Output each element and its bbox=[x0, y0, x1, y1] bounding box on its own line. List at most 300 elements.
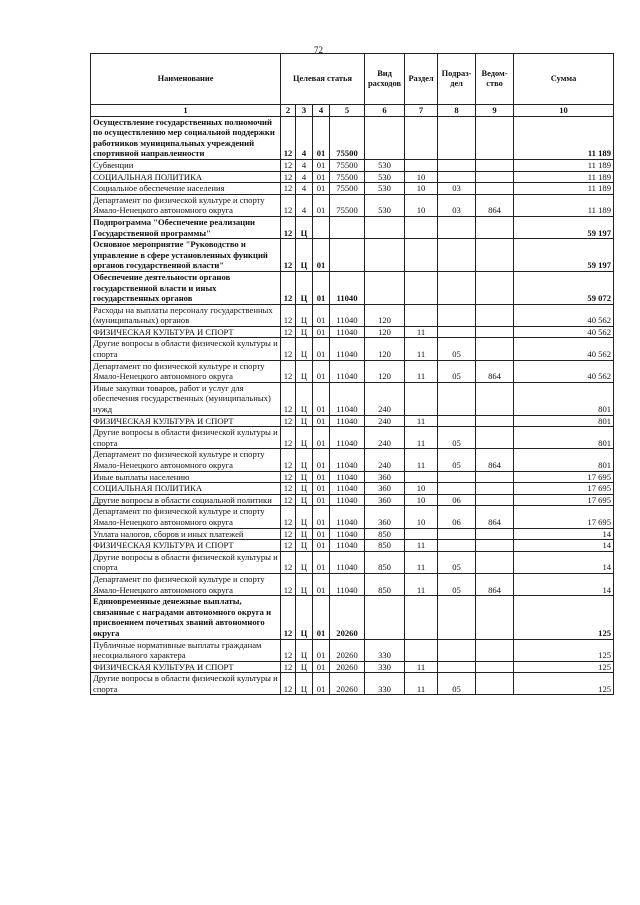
row-section: 11 bbox=[405, 338, 438, 360]
row-subsection bbox=[438, 540, 476, 552]
row-code-direction: 11040 bbox=[330, 415, 365, 427]
row-code-program: 12 bbox=[281, 194, 296, 216]
row-code-direction: 75500 bbox=[330, 194, 365, 216]
row-expense-type bbox=[365, 116, 405, 159]
row-code-program: 12 bbox=[281, 183, 296, 195]
table-row bbox=[91, 271, 614, 304]
row-subsection bbox=[438, 304, 476, 326]
row-code-subprogram: Ц bbox=[296, 673, 313, 695]
row-section bbox=[405, 159, 438, 171]
row-code-program: 12 bbox=[281, 216, 296, 238]
row-name: Единовременные денежные выплаты, связанные с наградами автономного округа и присвоением почетных званий автономного округа bbox=[91, 596, 281, 639]
row-sum: 14 bbox=[514, 540, 614, 552]
row-code-program: 12 bbox=[281, 528, 296, 540]
row-code-event: 01 bbox=[313, 159, 330, 171]
row-code-subprogram: 4 bbox=[296, 116, 313, 159]
row-code-direction: 11040 bbox=[330, 360, 365, 382]
row-sum: 17 695 bbox=[514, 494, 614, 506]
row-code-direction: 11040 bbox=[330, 271, 365, 304]
header-expense-type: Вид расходов bbox=[365, 54, 405, 105]
row-department bbox=[476, 116, 514, 159]
row-sum: 59 197 bbox=[514, 216, 614, 238]
column-number: 2 bbox=[281, 105, 296, 117]
row-code-event: 01 bbox=[313, 239, 330, 272]
row-name: Иные закупки товаров, работ и услуг для обеспечения государственных (муниципальных) нужд bbox=[91, 382, 281, 415]
row-name: Обеспечение деятельности органов государственной власти и иных государственных органов bbox=[91, 271, 281, 304]
row-expense-type bbox=[365, 271, 405, 304]
row-expense-type: 240 bbox=[365, 415, 405, 427]
row-subsection bbox=[438, 639, 476, 661]
table-row bbox=[91, 360, 614, 382]
row-code-direction: 20260 bbox=[330, 596, 365, 639]
row-code-event: 01 bbox=[313, 427, 330, 449]
row-department bbox=[476, 471, 514, 483]
row-name: Иные выплаты населению bbox=[91, 471, 281, 483]
row-subsection bbox=[438, 171, 476, 183]
row-section: 10 bbox=[405, 171, 438, 183]
row-section: 11 bbox=[405, 540, 438, 552]
row-sum: 11 189 bbox=[514, 159, 614, 171]
row-code-direction: 11040 bbox=[330, 551, 365, 573]
row-department bbox=[476, 171, 514, 183]
row-expense-type: 530 bbox=[365, 194, 405, 216]
row-code-subprogram: Ц bbox=[296, 239, 313, 272]
row-code-program: 12 bbox=[281, 360, 296, 382]
row-code-event: 01 bbox=[313, 471, 330, 483]
row-subsection: 05 bbox=[438, 449, 476, 471]
header-department: Ведом-ство bbox=[476, 54, 514, 105]
column-number: 8 bbox=[438, 105, 476, 117]
row-code-subprogram: Ц bbox=[296, 326, 313, 338]
row-name: Публичные нормативные выплаты гражданам несоциального характера bbox=[91, 639, 281, 661]
row-subsection bbox=[438, 415, 476, 427]
row-subsection bbox=[438, 116, 476, 159]
row-expense-type: 360 bbox=[365, 483, 405, 495]
row-section: 11 bbox=[405, 573, 438, 595]
row-code-direction: 11040 bbox=[330, 304, 365, 326]
row-code-program: 12 bbox=[281, 304, 296, 326]
row-code-direction: 11040 bbox=[330, 494, 365, 506]
row-department bbox=[476, 639, 514, 661]
row-sum: 11 189 bbox=[514, 183, 614, 195]
table-row bbox=[91, 216, 614, 238]
row-code-direction: 11040 bbox=[330, 471, 365, 483]
row-section: 11 bbox=[405, 673, 438, 695]
row-code-event: 01 bbox=[313, 596, 330, 639]
table-row bbox=[91, 304, 614, 326]
budget-table-container bbox=[90, 53, 613, 695]
row-name: Основное мероприятие "Руководство и управление в сфере установленных функций органов государственной власти" bbox=[91, 239, 281, 272]
row-code-event: 01 bbox=[313, 551, 330, 573]
row-code-event: 01 bbox=[313, 304, 330, 326]
row-code-event: 01 bbox=[313, 194, 330, 216]
row-sum: 11 189 bbox=[514, 171, 614, 183]
row-section: 11 bbox=[405, 427, 438, 449]
row-code-direction: 11040 bbox=[330, 326, 365, 338]
table-row bbox=[91, 673, 614, 695]
table-row bbox=[91, 427, 614, 449]
row-department bbox=[476, 551, 514, 573]
row-subsection bbox=[438, 483, 476, 495]
row-code-event bbox=[313, 216, 330, 238]
row-sum: 801 bbox=[514, 382, 614, 415]
row-code-subprogram: Ц bbox=[296, 415, 313, 427]
row-code-direction: 75500 bbox=[330, 183, 365, 195]
row-code-subprogram: Ц bbox=[296, 360, 313, 382]
column-number-row bbox=[91, 105, 614, 117]
header-name: Наименование bbox=[91, 54, 281, 105]
row-code-event: 01 bbox=[313, 449, 330, 471]
row-code-direction: 11040 bbox=[330, 573, 365, 595]
row-department: 864 bbox=[476, 506, 514, 528]
row-code-subprogram: 4 bbox=[296, 159, 313, 171]
table-row bbox=[91, 528, 614, 540]
row-code-direction: 11040 bbox=[330, 427, 365, 449]
row-section: 10 bbox=[405, 494, 438, 506]
row-sum: 125 bbox=[514, 661, 614, 673]
row-department bbox=[476, 304, 514, 326]
row-name: Другие вопросы в области физической культуры и спорта bbox=[91, 338, 281, 360]
table-row bbox=[91, 551, 614, 573]
table-row bbox=[91, 573, 614, 595]
row-sum: 17 695 bbox=[514, 483, 614, 495]
header-section: Раздел bbox=[405, 54, 438, 105]
row-section: 10 bbox=[405, 483, 438, 495]
row-code-subprogram: Ц bbox=[296, 639, 313, 661]
row-department bbox=[476, 540, 514, 552]
row-code-event: 01 bbox=[313, 661, 330, 673]
row-expense-type: 240 bbox=[365, 382, 405, 415]
row-code-event: 01 bbox=[313, 528, 330, 540]
table-row bbox=[91, 171, 614, 183]
row-code-program: 12 bbox=[281, 415, 296, 427]
column-number: 9 bbox=[476, 105, 514, 117]
row-name: ФИЗИЧЕСКАЯ КУЛЬТУРА И СПОРТ bbox=[91, 326, 281, 338]
row-subsection bbox=[438, 661, 476, 673]
row-code-subprogram: Ц bbox=[296, 494, 313, 506]
row-subsection: 05 bbox=[438, 573, 476, 595]
row-section: 10 bbox=[405, 506, 438, 528]
row-expense-type: 120 bbox=[365, 338, 405, 360]
row-subsection: 05 bbox=[438, 551, 476, 573]
table-row bbox=[91, 159, 614, 171]
row-name: Другие вопросы в области социальной политики bbox=[91, 494, 281, 506]
row-section: 11 bbox=[405, 551, 438, 573]
row-code-event: 01 bbox=[313, 360, 330, 382]
row-expense-type bbox=[365, 596, 405, 639]
table-row bbox=[91, 639, 614, 661]
row-department bbox=[476, 427, 514, 449]
row-sum: 59 072 bbox=[514, 271, 614, 304]
row-section: 11 bbox=[405, 661, 438, 673]
table-row bbox=[91, 661, 614, 673]
row-department bbox=[476, 159, 514, 171]
row-code-subprogram: Ц bbox=[296, 596, 313, 639]
row-expense-type: 530 bbox=[365, 183, 405, 195]
row-code-program: 12 bbox=[281, 540, 296, 552]
row-code-program: 12 bbox=[281, 639, 296, 661]
column-number: 7 bbox=[405, 105, 438, 117]
header-sum: Сумма bbox=[514, 54, 614, 105]
table-row bbox=[91, 540, 614, 552]
row-expense-type: 850 bbox=[365, 540, 405, 552]
row-sum: 14 bbox=[514, 573, 614, 595]
row-subsection: 05 bbox=[438, 673, 476, 695]
row-code-subprogram: Ц bbox=[296, 528, 313, 540]
row-name: ФИЗИЧЕСКАЯ КУЛЬТУРА И СПОРТ bbox=[91, 661, 281, 673]
row-code-program: 12 bbox=[281, 427, 296, 449]
row-code-direction: 11040 bbox=[330, 528, 365, 540]
row-code-program: 12 bbox=[281, 271, 296, 304]
row-code-subprogram: Ц bbox=[296, 271, 313, 304]
header-subsection: Подраз-дел bbox=[438, 54, 476, 105]
row-code-program: 12 bbox=[281, 159, 296, 171]
row-code-program: 12 bbox=[281, 494, 296, 506]
row-code-subprogram: Ц bbox=[296, 661, 313, 673]
table-row bbox=[91, 449, 614, 471]
column-number: 5 bbox=[330, 105, 365, 117]
row-expense-type: 360 bbox=[365, 494, 405, 506]
row-code-direction: 11040 bbox=[330, 483, 365, 495]
row-section bbox=[405, 528, 438, 540]
row-section bbox=[405, 239, 438, 272]
row-expense-type: 330 bbox=[365, 673, 405, 695]
row-sum: 11 189 bbox=[514, 116, 614, 159]
row-code-event: 01 bbox=[313, 483, 330, 495]
row-code-subprogram: Ц bbox=[296, 483, 313, 495]
row-department bbox=[476, 216, 514, 238]
table-row bbox=[91, 194, 614, 216]
row-expense-type: 530 bbox=[365, 171, 405, 183]
row-expense-type: 240 bbox=[365, 427, 405, 449]
row-name: СОЦИАЛЬНАЯ ПОЛИТИКА bbox=[91, 483, 281, 495]
column-number: 1 bbox=[91, 105, 281, 117]
row-code-subprogram: Ц bbox=[296, 573, 313, 595]
row-department bbox=[476, 483, 514, 495]
row-name: Уплата налогов, сборов и иных платежей bbox=[91, 528, 281, 540]
row-code-subprogram: Ц bbox=[296, 449, 313, 471]
row-subsection: 05 bbox=[438, 360, 476, 382]
row-code-event: 01 bbox=[313, 506, 330, 528]
column-number: 3 bbox=[296, 105, 313, 117]
row-sum: 801 bbox=[514, 427, 614, 449]
row-code-direction: 75500 bbox=[330, 171, 365, 183]
row-expense-type: 850 bbox=[365, 551, 405, 573]
row-subsection bbox=[438, 159, 476, 171]
row-code-program: 12 bbox=[281, 116, 296, 159]
header-row bbox=[91, 54, 614, 105]
table-row bbox=[91, 471, 614, 483]
row-code-program: 12 bbox=[281, 573, 296, 595]
row-expense-type: 850 bbox=[365, 528, 405, 540]
table-row bbox=[91, 116, 614, 159]
row-code-event: 01 bbox=[313, 183, 330, 195]
table-row bbox=[91, 326, 614, 338]
row-code-subprogram: Ц bbox=[296, 506, 313, 528]
row-section bbox=[405, 382, 438, 415]
row-code-program: 12 bbox=[281, 506, 296, 528]
row-code-program: 12 bbox=[281, 338, 296, 360]
row-code-program: 12 bbox=[281, 661, 296, 673]
row-name: Осуществление государственных полномочий по осуществлению мер социальной поддержки работников муниципальных учреждений спортивной направленности bbox=[91, 116, 281, 159]
row-code-direction: 11040 bbox=[330, 506, 365, 528]
row-department bbox=[476, 239, 514, 272]
row-sum: 801 bbox=[514, 415, 614, 427]
row-code-subprogram: Ц bbox=[296, 427, 313, 449]
row-code-event: 01 bbox=[313, 540, 330, 552]
row-expense-type: 120 bbox=[365, 304, 405, 326]
row-name: Другие вопросы в области физической культуры и спорта bbox=[91, 551, 281, 573]
row-code-subprogram: 4 bbox=[296, 194, 313, 216]
row-subsection bbox=[438, 326, 476, 338]
row-code-subprogram: Ц bbox=[296, 540, 313, 552]
row-code-event: 01 bbox=[313, 338, 330, 360]
row-expense-type: 360 bbox=[365, 506, 405, 528]
row-name: Департамент по физической культуре и спорту Ямало-Ненецкого автономного округа bbox=[91, 360, 281, 382]
row-department bbox=[476, 183, 514, 195]
row-department: 864 bbox=[476, 449, 514, 471]
row-section: 10 bbox=[405, 194, 438, 216]
row-code-direction: 75500 bbox=[330, 116, 365, 159]
table-row bbox=[91, 596, 614, 639]
row-code-direction: 11040 bbox=[330, 338, 365, 360]
row-expense-type: 120 bbox=[365, 360, 405, 382]
row-department bbox=[476, 673, 514, 695]
row-code-subprogram: Ц bbox=[296, 304, 313, 326]
row-subsection bbox=[438, 382, 476, 415]
row-code-direction: 11040 bbox=[330, 449, 365, 471]
row-name: Другие вопросы в области физической культуры и спорта bbox=[91, 427, 281, 449]
row-sum: 40 562 bbox=[514, 304, 614, 326]
row-code-program: 12 bbox=[281, 673, 296, 695]
row-code-direction: 11040 bbox=[330, 382, 365, 415]
header-target-article: Целевая статья bbox=[281, 54, 365, 105]
row-expense-type bbox=[365, 239, 405, 272]
row-code-program: 12 bbox=[281, 483, 296, 495]
row-code-direction: 11040 bbox=[330, 540, 365, 552]
row-name: Департамент по физической культуре и спорту Ямало-Ненецкого автономного округа bbox=[91, 449, 281, 471]
row-code-event: 01 bbox=[313, 171, 330, 183]
row-name: Другие вопросы в области физической культуры и спорта bbox=[91, 673, 281, 695]
row-code-event: 01 bbox=[313, 116, 330, 159]
row-subsection bbox=[438, 528, 476, 540]
row-department bbox=[476, 326, 514, 338]
table-row bbox=[91, 183, 614, 195]
row-name: Департамент по физической культуре и спорту Ямало-Ненецкого автономного округа bbox=[91, 194, 281, 216]
row-code-program: 12 bbox=[281, 596, 296, 639]
row-code-event: 01 bbox=[313, 415, 330, 427]
row-expense-type bbox=[365, 216, 405, 238]
row-subsection: 05 bbox=[438, 338, 476, 360]
row-code-direction: 20260 bbox=[330, 661, 365, 673]
row-code-event: 01 bbox=[313, 639, 330, 661]
row-name: СОЦИАЛЬНАЯ ПОЛИТИКА bbox=[91, 171, 281, 183]
table-row bbox=[91, 415, 614, 427]
row-code-event: 01 bbox=[313, 326, 330, 338]
row-code-subprogram: 4 bbox=[296, 183, 313, 195]
row-expense-type: 530 bbox=[365, 159, 405, 171]
row-code-direction: 75500 bbox=[330, 159, 365, 171]
column-number: 10 bbox=[514, 105, 614, 117]
row-code-program: 12 bbox=[281, 171, 296, 183]
row-section bbox=[405, 471, 438, 483]
row-code-subprogram: Ц bbox=[296, 382, 313, 415]
row-code-subprogram: Ц bbox=[296, 551, 313, 573]
row-department bbox=[476, 494, 514, 506]
row-name: Социальное обеспечение населения bbox=[91, 183, 281, 195]
row-subsection bbox=[438, 471, 476, 483]
table-row bbox=[91, 506, 614, 528]
row-department bbox=[476, 338, 514, 360]
row-code-subprogram: Ц bbox=[296, 471, 313, 483]
row-code-program: 12 bbox=[281, 449, 296, 471]
table-row bbox=[91, 483, 614, 495]
row-section bbox=[405, 216, 438, 238]
row-department bbox=[476, 528, 514, 540]
row-sum: 40 562 bbox=[514, 326, 614, 338]
row-department: 864 bbox=[476, 360, 514, 382]
row-subsection: 03 bbox=[438, 194, 476, 216]
budget-table bbox=[90, 53, 614, 695]
row-department bbox=[476, 661, 514, 673]
row-sum: 17 695 bbox=[514, 471, 614, 483]
row-code-direction bbox=[330, 216, 365, 238]
row-sum: 11 189 bbox=[514, 194, 614, 216]
row-expense-type: 120 bbox=[365, 326, 405, 338]
row-section: 11 bbox=[405, 326, 438, 338]
row-code-event: 01 bbox=[313, 271, 330, 304]
table-row bbox=[91, 382, 614, 415]
page-number: 72 bbox=[314, 45, 323, 55]
row-section: 11 bbox=[405, 449, 438, 471]
row-expense-type: 330 bbox=[365, 639, 405, 661]
row-section: 11 bbox=[405, 360, 438, 382]
row-department: 864 bbox=[476, 194, 514, 216]
table-row bbox=[91, 494, 614, 506]
row-subsection bbox=[438, 239, 476, 272]
row-subsection: 05 bbox=[438, 427, 476, 449]
row-sum: 125 bbox=[514, 639, 614, 661]
row-sum: 801 bbox=[514, 449, 614, 471]
row-code-program: 12 bbox=[281, 326, 296, 338]
row-name: Субвенции bbox=[91, 159, 281, 171]
row-code-subprogram: Ц bbox=[296, 338, 313, 360]
row-code-program: 12 bbox=[281, 551, 296, 573]
row-section: 11 bbox=[405, 415, 438, 427]
row-code-event: 01 bbox=[313, 494, 330, 506]
column-number: 6 bbox=[365, 105, 405, 117]
row-name: ФИЗИЧЕСКАЯ КУЛЬТУРА И СПОРТ bbox=[91, 540, 281, 552]
row-name: Департамент по физической культуре и спорту Ямало-Ненецкого автономного округа bbox=[91, 506, 281, 528]
row-subsection bbox=[438, 216, 476, 238]
row-section bbox=[405, 639, 438, 661]
row-name: ФИЗИЧЕСКАЯ КУЛЬТУРА И СПОРТ bbox=[91, 415, 281, 427]
row-department bbox=[476, 596, 514, 639]
row-code-direction bbox=[330, 239, 365, 272]
row-code-direction: 20260 bbox=[330, 639, 365, 661]
row-code-program: 12 bbox=[281, 239, 296, 272]
row-section bbox=[405, 271, 438, 304]
row-name: Подпрограмма "Обеспечение реализации Государственной программы" bbox=[91, 216, 281, 238]
row-section: 10 bbox=[405, 183, 438, 195]
row-code-program: 12 bbox=[281, 382, 296, 415]
row-code-event: 01 bbox=[313, 573, 330, 595]
row-department bbox=[476, 415, 514, 427]
row-sum: 14 bbox=[514, 528, 614, 540]
row-name: Департамент по физической культуре и спорту Ямало-Ненецкого автономного округа bbox=[91, 573, 281, 595]
row-expense-type: 360 bbox=[365, 471, 405, 483]
row-sum: 40 562 bbox=[514, 338, 614, 360]
